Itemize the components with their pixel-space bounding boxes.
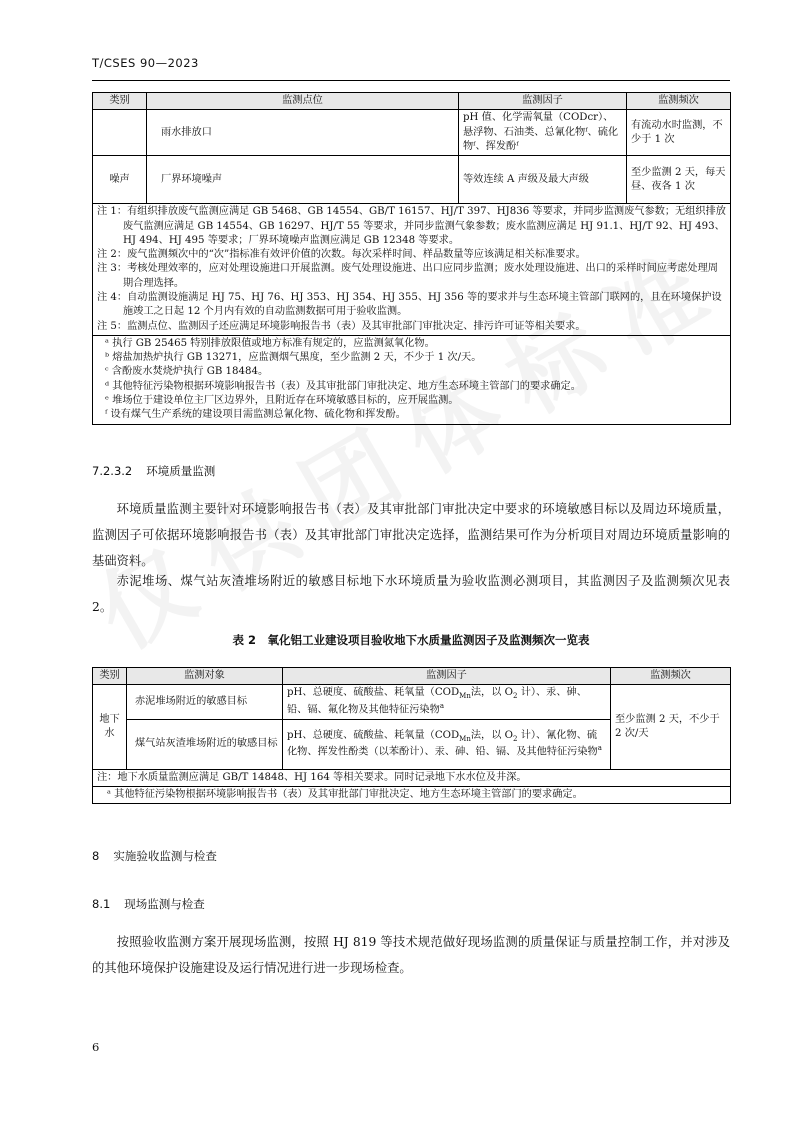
table1-header-row xyxy=(93,93,731,110)
table1-footnote: ᶜ 含酚废水焚烧炉执行 GB 18484。 xyxy=(105,366,269,378)
table2-title: 表 2 氧化铝工业建设项目验收地下水质量监测因子及监测频次一览表 xyxy=(232,633,590,647)
table1-footnote: ᵉ 堆场位于建设单位主厂区边界外，且附近存在环境敏感目标的，应开展监测。 xyxy=(105,394,459,406)
section-heading-8 xyxy=(92,848,217,864)
paragraph: 环境质量监测主要针对环境影响报告书（表）及其审批部门审批决定中要求的环境敏感目标以及周边环境质量，监测因子可依据环境影响报告书（表）及其审批部门审批决定选择，监测结果可作为分析项目对周边环境质量影响的基础资料。 xyxy=(92,502,730,568)
table2-note-row xyxy=(93,769,731,786)
table1-note: 注 5：监测点位、监测因子还应满足环境影响报告书（表）及其审批部门审批决定、排污许可证等相关要求。 xyxy=(97,320,586,332)
table1-footnote: ᵃ 执行 GB 25465 特别排放限值或地方标准有规定的，应监测氮氧化物。 xyxy=(105,337,435,349)
table1-cell-category xyxy=(93,110,147,156)
table2-cell-object: 赤泥堆场附近的敏感目标 xyxy=(127,685,283,720)
table2-header-factor: 监测因子 xyxy=(283,668,611,685)
table2-note: 注：地下水质量监测应满足 GB/T 14848、HJ 164 等相关要求。同时记录地下水水位及井深。 xyxy=(93,769,731,786)
table2-footnote-row xyxy=(93,787,731,804)
table1-footnote: ᵇ 熔盐加热炉执行 GB 13271，应监测烟气黑度，至少监测 2 天，不少于 1 次/天。 xyxy=(105,352,482,364)
table1-cell-factor: 等效连续 A 声级及最大声级 xyxy=(459,156,627,204)
table1-note: 注 1：有组织排放废气监测应满足 GB 5468、GB 14554、GB/T 16157、HJ/T 397、HJ836 等要求，并同步监测废气参数；无组织排放废气监测应满足 GB 14554、GB 16297、HJ/T 55 等要求，并同步监测气象参数；废水监测应满足 HJ 91.1、HJ/T 92、HJ 493、HJ 494、HJ 495 等要求；厂界环境噪声监测应满足 GB 12348 等要求。 xyxy=(97,206,726,246)
table1-notes-row xyxy=(93,204,731,336)
table1-footnote: ᵈ 其他特征污染物根据环境影响报告书（表）及其审批部门审批决定、地方生态环境主管部门的要求确定。 xyxy=(105,380,581,392)
table1-header-point: 监测点位 xyxy=(147,93,459,110)
table-row xyxy=(93,156,731,204)
section-number: 8.1 xyxy=(92,897,111,911)
monitoring-table-1 xyxy=(92,92,731,425)
section-heading-7232 xyxy=(92,463,215,479)
table1-note: 注 4：自动监测设施满足 HJ 75、HJ 76、HJ 353、HJ 354、HJ 355、HJ 356 等的要求并与生态环境主管部门联网的，且在环境保护设施竣工之日起 12 个月内有效的自动监测数据可用于验收监测。 xyxy=(97,291,722,318)
table1-footnote: ᶠ 设有煤气生产系统的建设项目需监测总氰化物、硫化物和挥发酚。 xyxy=(105,409,406,421)
table1-cell-category: 噪声 xyxy=(93,156,147,204)
paragraph: 赤泥堆场、煤气站灰渣堆场附近的敏感目标地下水环境质量为验收监测必测项目，其监测因子及监测频次见表 2。 xyxy=(92,574,730,614)
document-code: T/CSES 90—2023 xyxy=(92,56,199,70)
table1-footnotes-row xyxy=(93,335,731,424)
table2-cell-factor: pH、总硬度、硫酸盐、耗氧量（$COD_{Mn}$法，以 $O_2$ 计）、汞、砷、铅、镉、氟化物及其他特征污染物$^a$ xyxy=(283,685,611,720)
table1-cell-point: 厂界环境噪声 xyxy=(147,156,459,204)
table1-header-factor: 监测因子 xyxy=(459,93,627,110)
table1-header-frequency: 监测频次 xyxy=(627,93,731,110)
section-title: 现场监测与检查 xyxy=(124,897,205,911)
section-number: 7.2.3.2 xyxy=(92,464,133,478)
table2-header-category: 类别 xyxy=(93,668,127,685)
section-title: 实施验收监测与检查 xyxy=(113,849,217,863)
table2-cell-frequency: 至少监测 2 天，不少于 2 次/天 xyxy=(611,685,731,770)
table1-note: 注 2：废气监测频次中的“次”指标准有效评价值的次数。每次采样时间、样品数量等应该满足相关标准要求。 xyxy=(97,249,586,261)
section-heading-81 xyxy=(92,896,205,912)
table2-header-frequency: 监测频次 xyxy=(611,668,731,685)
table1-cell-frequency: 有流动水时监测，不少于 1 次 xyxy=(627,110,731,156)
header-rule xyxy=(92,80,730,81)
table1-cell-point: 雨水排放口 xyxy=(147,110,459,156)
table2-cell-factor: pH、总硬度、硫酸盐、耗氧量（$COD_{Mn}$法，以 $O_2$ 计）、氰化物、硫化物、挥发性酚类（以苯酚计）、汞、砷、铅、镉、及其他特征污染物$^a$ xyxy=(283,719,611,769)
table2-cell-category: 地下水 xyxy=(93,685,127,770)
page-number: 6 xyxy=(92,1040,100,1054)
table2-header-object: 监测对象 xyxy=(127,668,283,685)
section-number: 8 xyxy=(92,849,100,863)
table1-note: 注 3：考核处理效率的，应对处理设施进口开展监测。废气处理设施进、出口应同步监测；废水处理设施进、出口的采样时间应考虑处理周期合理选择。 xyxy=(97,263,718,289)
table1-header-category: 类别 xyxy=(93,93,147,110)
section-title: 环境质量监测 xyxy=(146,464,216,478)
table2-header-row xyxy=(93,668,731,685)
paragraph: 按照验收监测方案开展现场监测，按照 HJ 819 等技术规范做好现场监测的质量保证与质量控制工作，并对涉及的其他环境保护设施建设及运行情况进行进一步现场检查。 xyxy=(92,935,730,975)
table-row xyxy=(93,110,731,156)
table1-cell-frequency: 至少监测 2 天，每天昼、夜各 1 次 xyxy=(627,156,731,204)
table2-cell-object: 煤气站灰渣堆场附近的敏感目标 xyxy=(127,719,283,769)
table-row xyxy=(93,685,731,720)
table2-footnote: ᵃ 其他特征污染物根据环境影响报告书（表）及其审批部门审批决定、地方生态环境主管部门的要求确定。 xyxy=(93,787,731,804)
groundwater-table-2 xyxy=(92,667,731,804)
table1-cell-factor: pH 值、化学需氧量（CODcr）、悬浮物、石油类、总氰化物ᶠ、硫化物ᶠ、挥发酚ᶠ xyxy=(459,110,627,156)
